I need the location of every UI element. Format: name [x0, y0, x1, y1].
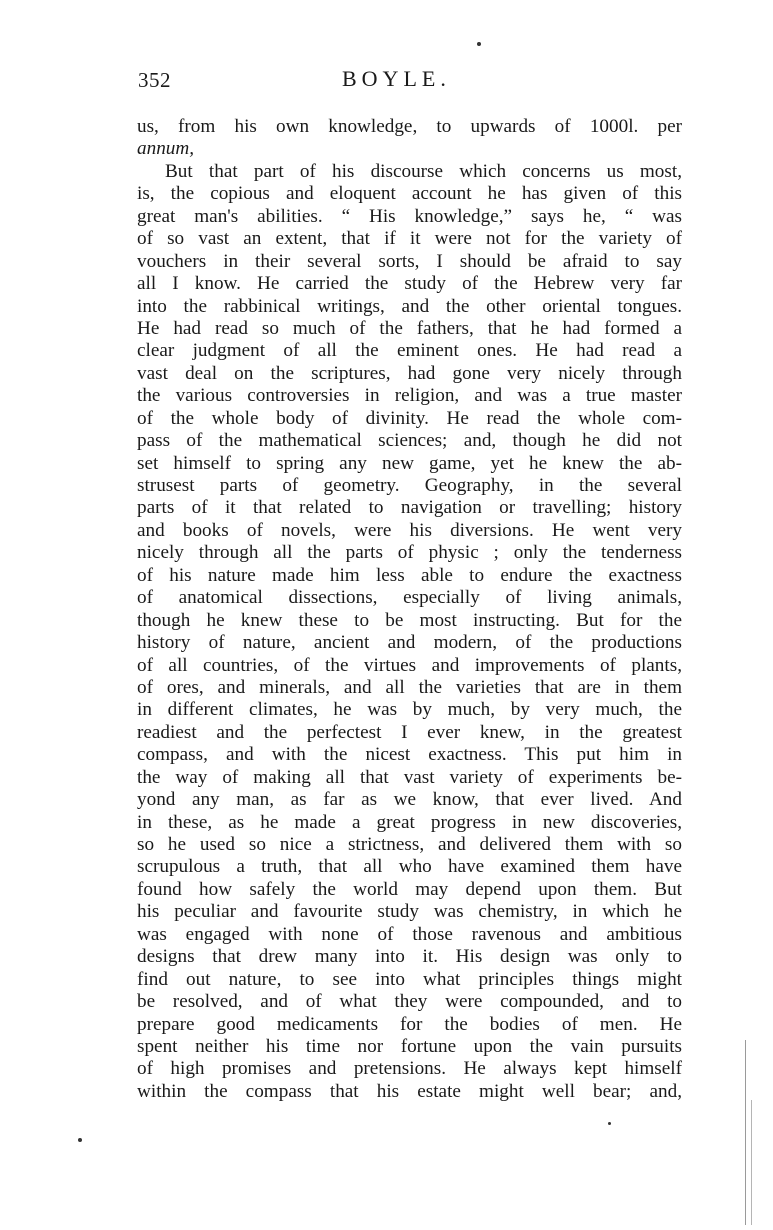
text-line: of ores, and minerals, and all the varieties that are in them: [137, 676, 682, 698]
text-line: of so vast an extent, that if it were not for the variety of: [137, 228, 682, 250]
text-line: though he knew these to be most instructing. But for the: [137, 609, 682, 631]
text-line: found how safely the world may depend upon them. But: [137, 878, 682, 900]
text-line: vast deal on the scriptures, had gone very nicely through: [137, 362, 682, 384]
text-line: so he used so nice a strictness, and delivered them with so: [137, 834, 682, 855]
text-line: pass of the mathematical sciences; and, though he did not: [137, 430, 682, 452]
text-line: set himself to spring any new game, yet he knew the ab-: [137, 452, 682, 474]
page-number: 352: [138, 68, 171, 92]
text-line: us, from his own knowledge, to upwards of 1000l. per: [137, 116, 682, 137]
text-line: of all countries, of the virtues and improvements of plants,: [137, 654, 682, 676]
text-line: history of nature, ancient and modern, of the productions: [137, 632, 682, 654]
text-line: readiest and the perfectest I ever knew, in the greatest: [137, 721, 682, 743]
text-line: But that part of his discourse which concerns us most,: [165, 160, 682, 182]
text-line: annum,: [137, 138, 195, 160]
text-line: of his nature made him less able to endure the exactness: [137, 564, 682, 586]
text-line: compass, and with the nicest exactness. This put him in: [137, 744, 682, 766]
text-line: is, the copious and eloquent account he has given of this: [137, 183, 682, 205]
text-line: be resolved, and of what they were compounded, and to: [137, 991, 682, 1013]
text-line: into the rabbinical writings, and the other oriental tongues.: [137, 295, 682, 317]
text-line: vouchers in their several sorts, I should be afraid to say: [137, 250, 682, 272]
speck-top: [477, 42, 481, 46]
text-line: within the compass that his estate might well bear; and,: [137, 1080, 682, 1102]
text-line: in different climates, he was by much, by very much, the: [137, 699, 682, 721]
scan-edge-line: [745, 1040, 746, 1225]
text-line: scrupulous a truth, that all who have examined them have: [137, 856, 682, 878]
speck-bottom-right: [608, 1122, 611, 1125]
text-line: clear judgment of all the eminent ones. He had read a: [137, 340, 682, 362]
text-line: prepare good medicaments for the bodies of men. He: [137, 1013, 682, 1035]
text-line: nicely through all the parts of physic ; only the tenderness: [137, 542, 682, 564]
text-line: of the whole body of divinity. He read the whole com-: [137, 407, 682, 429]
text-line: and books of novels, were his diversions. He went very: [137, 519, 682, 541]
text-line: the way of making all that vast variety of experiments be-: [137, 766, 682, 788]
body-text: [137, 116, 682, 1103]
text-line: yond any man, as far as we know, that ever lived. And: [137, 789, 682, 811]
text-line: strusest parts of geometry. Geography, in the several: [137, 475, 682, 496]
text-line: of high promises and pretensions. He always kept himself: [137, 1058, 682, 1080]
text-line: the various controversies in religion, and was a true master: [137, 385, 682, 407]
text-line: in these, as he made a great progress in new discoveries,: [137, 811, 682, 833]
text-line: find out nature, to see into what principles things might: [137, 968, 682, 990]
text-line: designs that drew many into it. His design was only to: [137, 946, 682, 968]
text-line: his peculiar and favourite study was chemistry, in which he: [137, 901, 682, 923]
text-line: all I know. He carried the study of the Hebrew very far: [137, 273, 682, 295]
text-line: spent neither his time nor fortune upon the vain pursuits: [137, 1035, 682, 1057]
scan-edge-line: [751, 1100, 752, 1225]
text-line: parts of it that related to navigation or travelling; history: [137, 497, 682, 519]
text-line: was engaged with none of those ravenous and ambitious: [137, 923, 682, 945]
text-line: He had read so much of the fathers, that he had formed a: [137, 317, 682, 339]
text-line: of anatomical dissections, especially of living animals,: [137, 587, 682, 609]
speck-bottom-left: [78, 1138, 82, 1142]
text-line: great man's abilities. “ His knowledge,” says he, “ was: [137, 205, 682, 227]
running-title: BOYLE.: [342, 66, 451, 91]
